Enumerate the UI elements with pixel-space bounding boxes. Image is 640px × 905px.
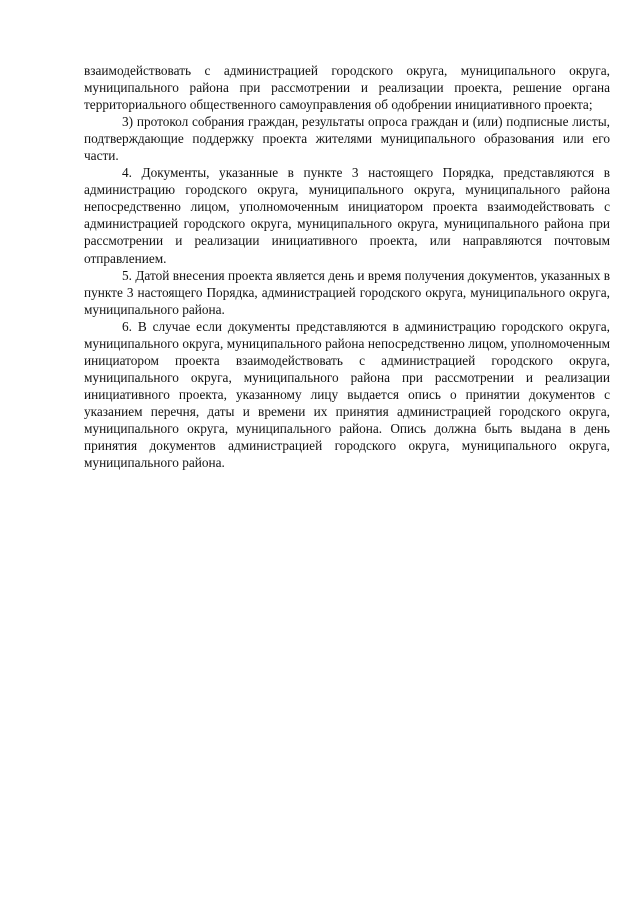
document-body xyxy=(84,62,610,471)
paragraph-continuation: взаимодействовать с администрацией городского округа, муниципального округа, муниципального района при рассмотрении и реализации проекта, решение органа территориального общественного самоуправления об одобрении инициативного проекта; xyxy=(84,63,610,113)
paragraph-point-4: 4. Документы, указанные в пункте 3 настоящего Порядка, представляются в администрацию городского округа, муниципального округа, муниципального района непосредственно лицом, уполномоченным инициатором проекта взаимодействовать с администрацией городского округа, муниципального округа, муниципального района при рассмотрении и реализации инициативного проекта, или направляются почтовым отправлением. xyxy=(84,165,610,266)
paragraph-point-6: 6. В случае если документы представляются в администрацию городского округа, муниципального округа, муниципального района непосредственно лицом, уполномоченным инициатором проекта взаимодействовать с администрацией городского округа, муниципального округа, муниципального района при рассмотрении и реализации инициативного проекта, указанному лицу выдается опись о принятии документов с указанием перечня, даты и времени их принятия администрацией городского округа, муниципального округа, муниципального района. Опись должна быть выдана в день принятия документов администрацией городского округа, муниципального округа, муниципального района. xyxy=(84,318,610,471)
paragraph-item-3: 3) протокол собрания граждан, результаты опроса граждан и (или) подписные листы, подтверждающие поддержку проекта жителями муниципального образования или его части. xyxy=(84,114,610,164)
paragraph-point-5: 5. Датой внесения проекта является день и время получения документов, указанных в пункте 3 настоящего Порядка, администрацией городского округа, муниципального округа, муниципального района. xyxy=(84,267,610,317)
